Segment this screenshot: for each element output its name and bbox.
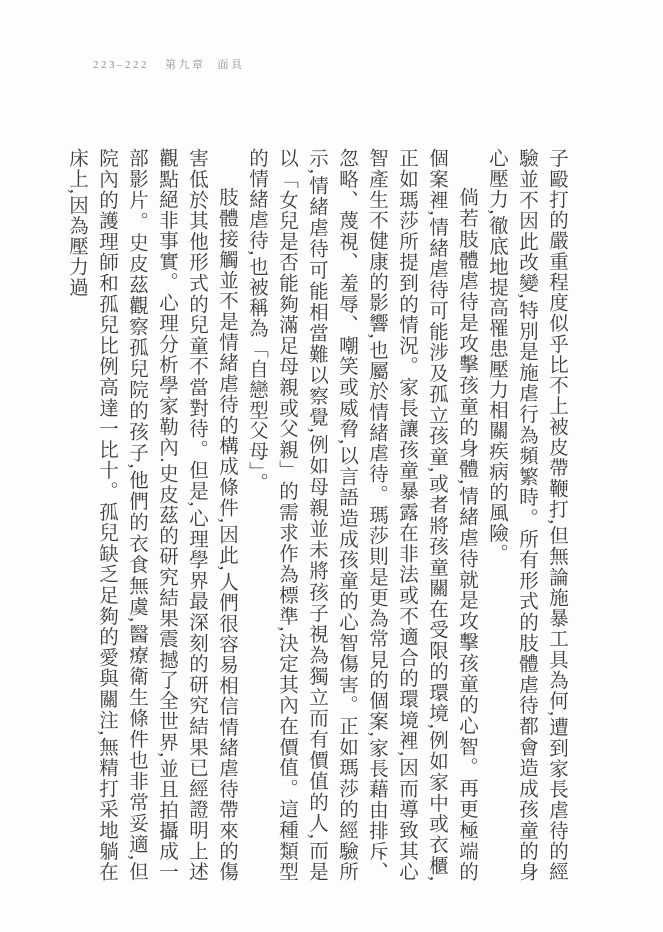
paragraph-continuation: 子毆打的嚴重程度似乎比不上被皮帶鞭打,但無論施暴工具為何,遭到家長虐待的經驗並不因此改變,特別是施虐行為頻繁時。所有形式的肢體虐待都會造成孩童的身心壓力,徹底地提高罹患壓力相關疾病的風險。 — [486, 148, 567, 882]
page-numbers: 223–222 — [93, 59, 149, 71]
chapter-label: 第九章 — [165, 59, 206, 71]
body-text — [61, 148, 571, 882]
chapter-title: 面具 — [217, 59, 245, 71]
paragraph: 倘若肢體虐待是攻擊孩童的身體,情緒虐待就是攻擊孩童的心智。再更極端的個案裡,情緒虐待可能涉及孤立孩童,或者將孩童關在受限的環境,例如家中或衣櫃,正如瑪莎所提到的情況。家長讓孩童暴露在非法或不適合的環境裡,因而導致其心智產生不健康的影響,也屬於情緒虐待。瑪莎則是更為常見的個案,家長藉由排斥、忽略、蔑視、羞辱、嘲笑或威脅,以言語造成孩童的心智傷害。正如瑪莎的經驗所示,情緒虐待可能相當難以察覺,例如母親並未將孩子視為獨立而有價值的人,而是以「女兒是否能夠滿足母親或父親」的需求作為標準,決定其內在價值。這種類型的情緒虐待,也被稱為「自戀型父母」。 — [246, 148, 477, 882]
paragraph: 肢體接觸並不是情緒虐待的構成條件,因此,人們很容易相信情緒虐待帶來的傷害低於其他形式的兒童不當對待。但是,心理學界最深刻的研究結果已經證明上述觀點絕非事實。心理分析學家勒內.史皮茲的研究結果震撼了全世界,並且拍攝成一部影片。史皮茲觀察孤兒院的孩子,他們的衣食無虞,醫療衛生條件也非常妥適,但院內的護理師和孤兒比例高達一比十。孤兒缺乏足夠的愛與關注,無精打采地躺在床上,因為壓力過 — [66, 148, 237, 882]
running-head — [93, 56, 245, 72]
